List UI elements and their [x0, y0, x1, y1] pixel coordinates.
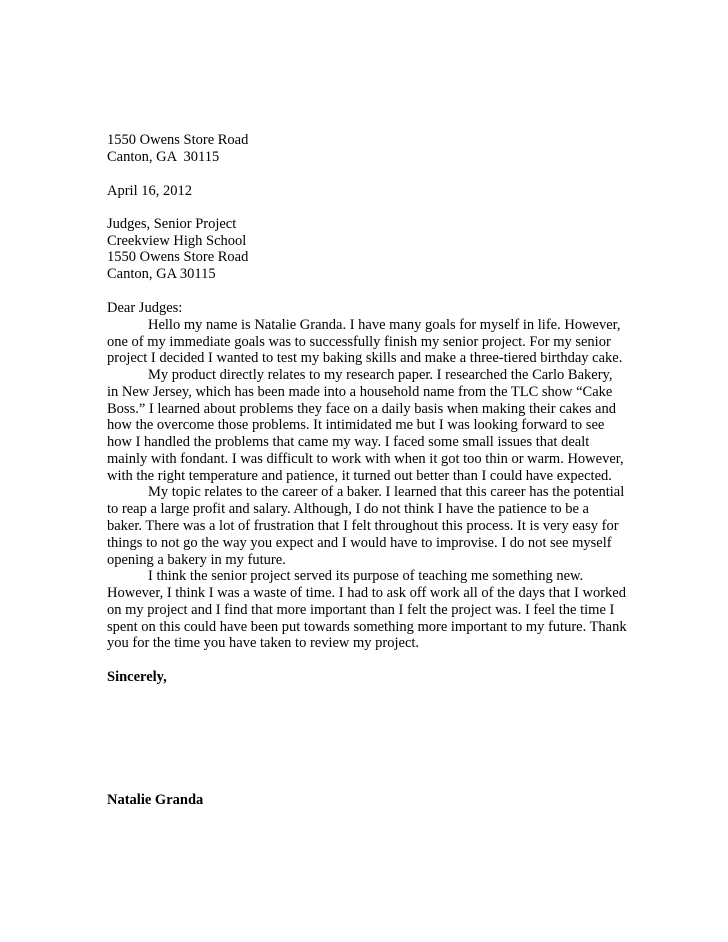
body-line: with the right temperature and patience, it turned out better than I could have expected. [107, 468, 612, 484]
body-line: My topic relates to the career of a baker. I learned that this career has the potential [148, 484, 625, 500]
body-line: I think the senior project served its purpose of teaching me something new. [148, 568, 584, 584]
body-line: on my project and I find that more important than I felt the project was. I feel the time I [107, 602, 615, 618]
body-line: one of my immediate goals was to successfully finish my senior project. For my senior [107, 334, 611, 350]
body-line: Hello my name is Natalie Granda. I have many goals for myself in life. However, [148, 317, 621, 333]
body-line: However, I think I was a waste of time. I had to ask off work all of the days that I worked [107, 585, 626, 601]
recipient-city: Canton, GA 30115 [107, 266, 216, 282]
sender-street: 1550 Owens Store Road [107, 132, 249, 148]
recipient-street: 1550 Owens Store Road [107, 249, 249, 265]
body-line: Boss.” I learned about problems they face on a daily basis when making their cakes and [107, 401, 616, 417]
body-line: opening a bakery in my future. [107, 552, 286, 568]
body-line: you for the time you have taken to review my project. [107, 635, 420, 651]
body-line: in New Jersey, which has been made into a household name from the TLC show “Cake [107, 384, 613, 400]
recipient-line-2: Creekview High School [107, 233, 247, 249]
body-line: to reap a large profit and salary. Although, I do not think I have the patience to be a [107, 501, 589, 517]
body-line: things to not go the way you expect and I would have to improvise. I do not see myself [107, 535, 612, 551]
body-line: how the overcome those problems. It intimidated me but I was looking forward to see [107, 417, 605, 433]
body-line: baker. There was a lot of frustration that I felt throughout this process. It is very easy for [107, 518, 619, 534]
salutation: Dear Judges: [107, 300, 183, 316]
closing: Sincerely, [107, 669, 167, 685]
body-line: mainly with fondant. I was difficult to work with when it got too thin or warm. However, [107, 451, 624, 467]
letter-date: April 16, 2012 [107, 183, 192, 199]
body-line: project I decided I wanted to test my baking skills and make a three-tiered birthday cake. [107, 350, 623, 366]
recipient-line-1: Judges, Senior Project [107, 216, 237, 232]
signature-name: Natalie Granda [107, 792, 204, 808]
body-line: My product directly relates to my research paper. I researched the Carlo Bakery, [148, 367, 613, 383]
sender-city: Canton, GA 30115 [107, 149, 220, 165]
body-line: how I handled the problems that came my way. I faced some small issues that dealt [107, 434, 590, 450]
body-line: spent on this could have been put towards something more important to my future. Thank [107, 619, 627, 635]
